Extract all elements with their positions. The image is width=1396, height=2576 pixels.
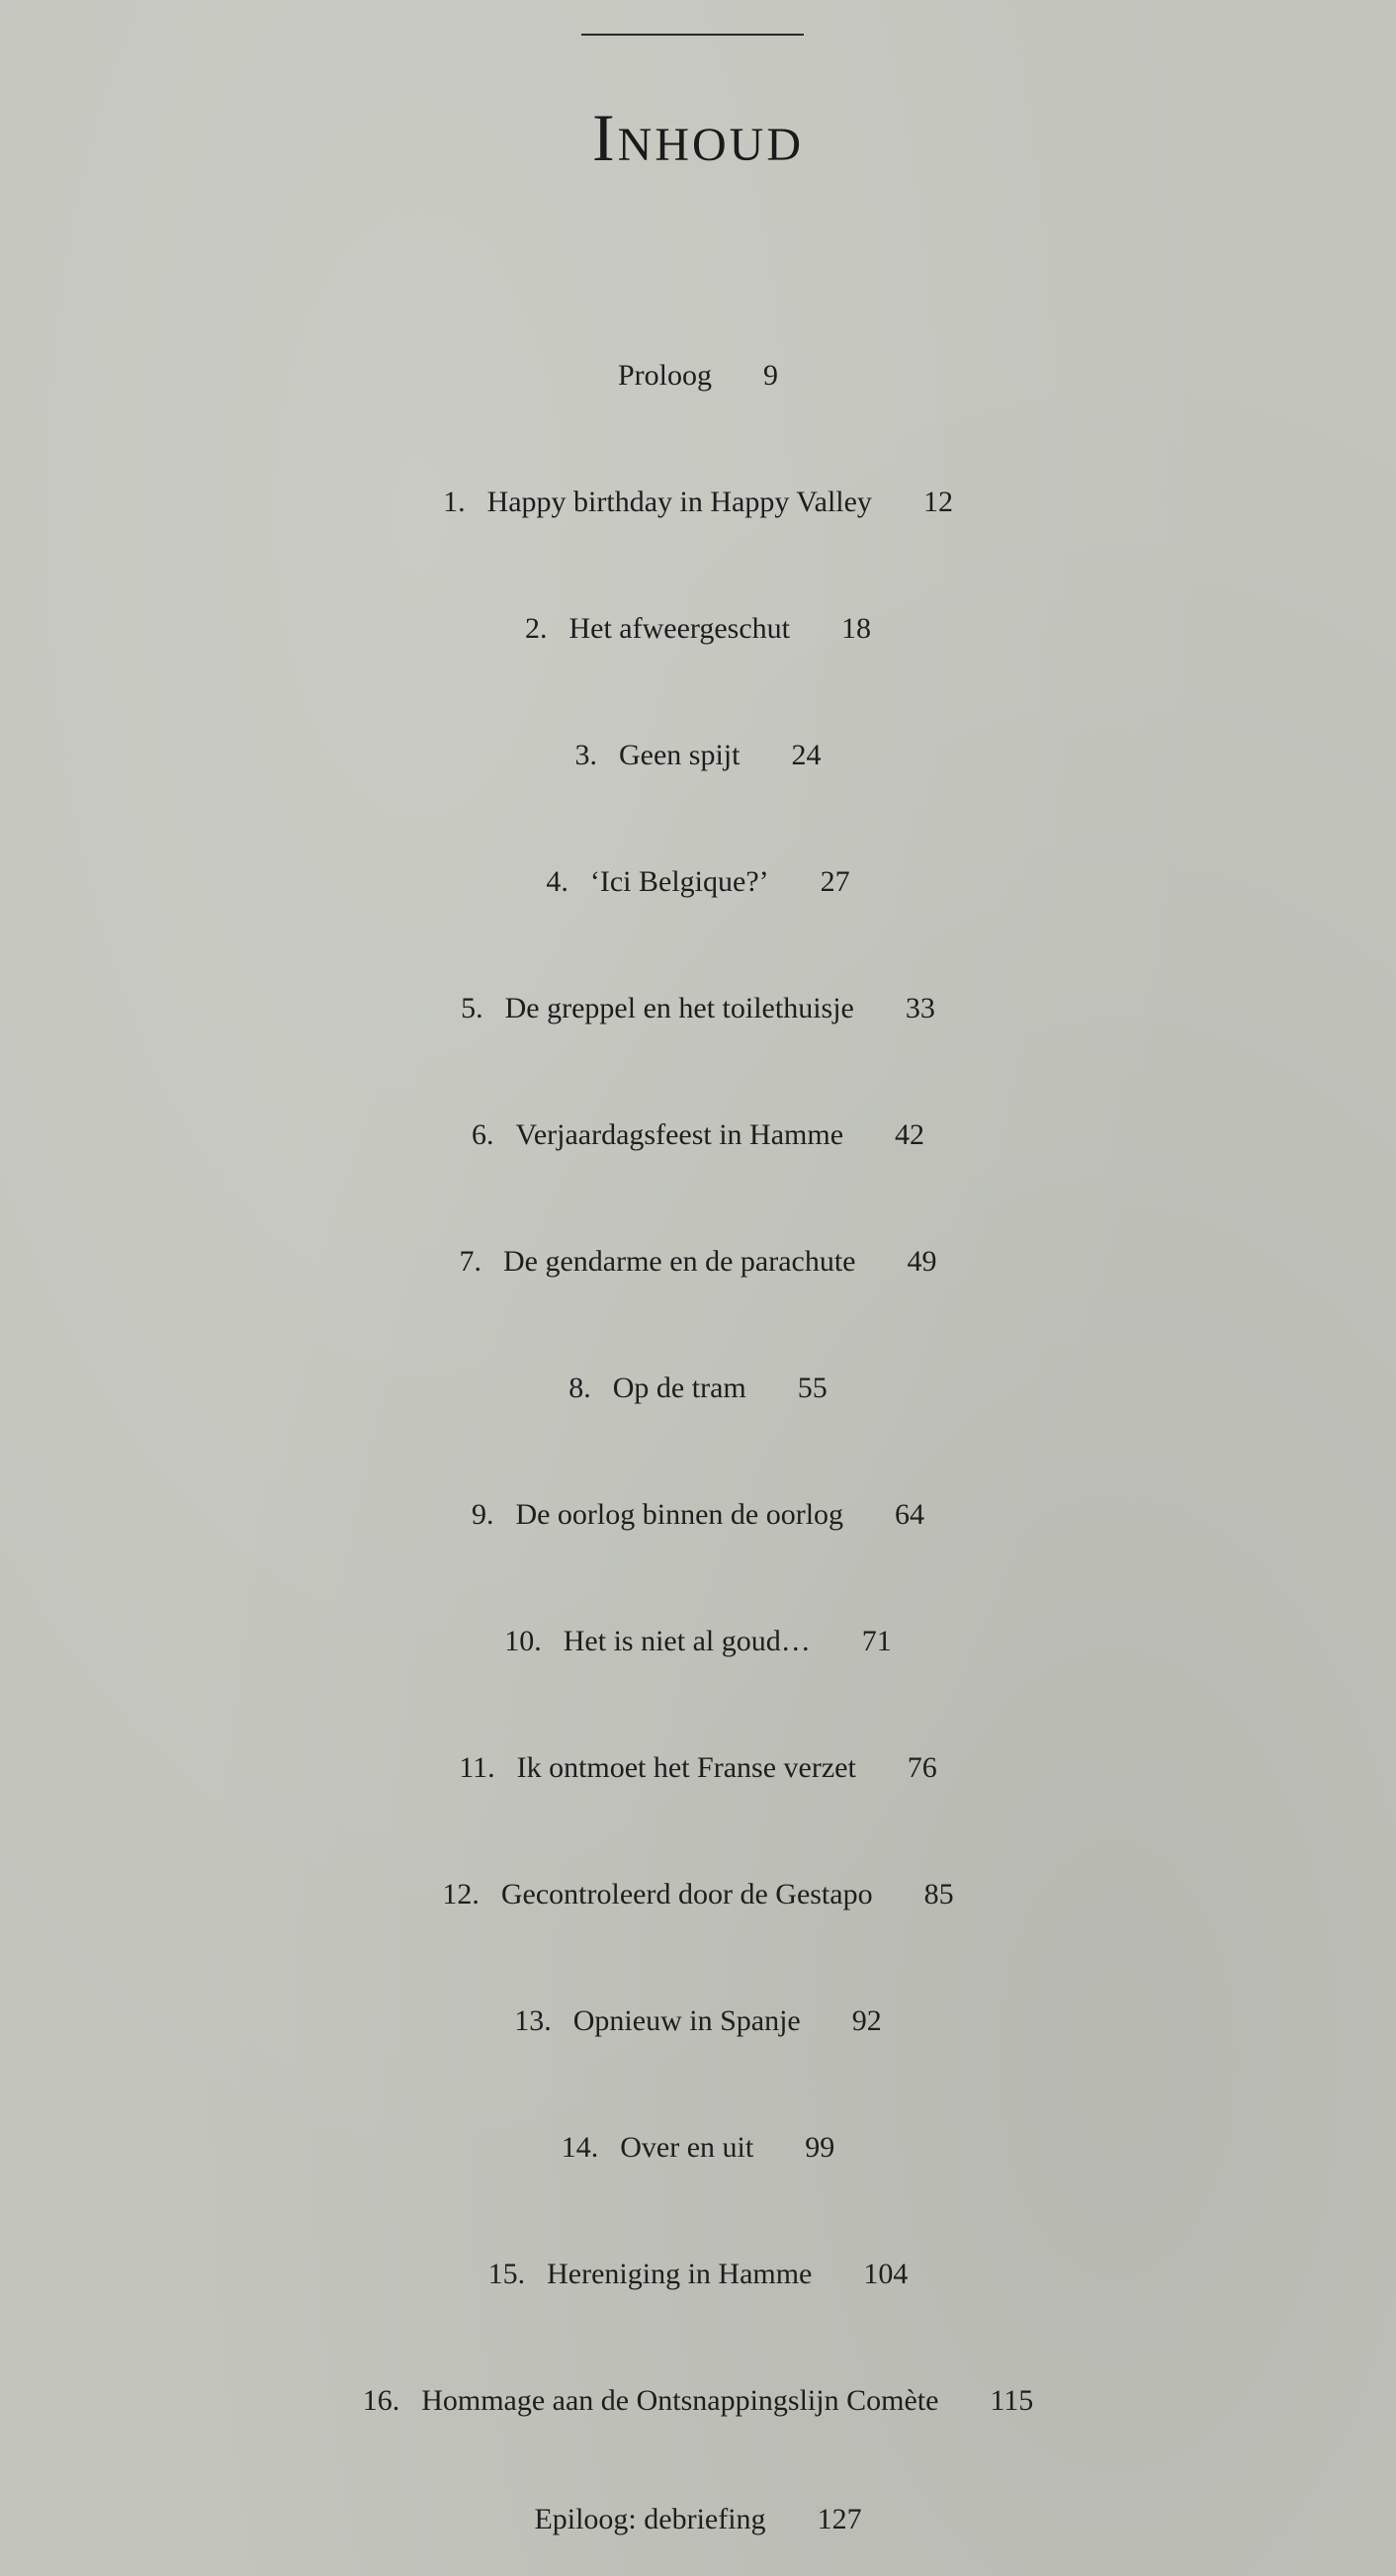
toc-entry-2 [0,597,1396,661]
entry-page-number: 71 [861,1625,892,1657]
entry-page-number: 92 [851,2004,882,2037]
toc-entry-7 [0,1230,1396,1293]
toc-entry-9 [0,1483,1396,1547]
toc-entry-16 [0,2369,1396,2433]
entry-number: 1. [443,486,466,518]
entry-number: 12. [442,1878,480,1910]
entry-number: 7. [459,1245,481,1278]
entry-number: 2. [524,612,548,645]
entry-label: Gecontroleerd door de Gestapo [500,1878,873,1910]
entry-page-number: 104 [863,2258,909,2290]
top-rule [581,34,804,36]
toc-entry-3 [0,724,1396,787]
entry-number: 15. [487,2258,526,2290]
entry-page-number: 24 [791,739,822,771]
entry-number: 4. [546,865,568,898]
entry-page-number: 127 [817,2503,862,2535]
entry-number: 11. [459,1751,495,1784]
toc-entry-5 [0,977,1396,1040]
entry-label: De greppel en het toilethuisje [504,992,854,1024]
entry-label: Epiloog: debriefing [534,2503,766,2535]
entry-label: Verjaardagsfeest in Hamme [515,1118,844,1151]
entry-number: 5. [461,992,483,1024]
entry-label: Op de tram [612,1372,746,1404]
entry-label: Happy birthday in Happy Valley [486,486,872,518]
entry-label: De oorlog binnen de oorlog [515,1498,844,1531]
entry-page-number: 18 [841,612,871,645]
entry-number: 13. [514,2004,552,2037]
entry-label: Het afweergeschut [568,612,790,645]
entry-label: Hereniging in Hamme [547,2258,813,2290]
entry-page-number: 49 [907,1245,937,1278]
toc-entry-12 [0,1863,1396,1926]
toc-entry-epilogue [0,2488,1396,2551]
entry-page-number: 9 [763,359,778,392]
entry-label: Hommage aan de Ontsnappingslijn Comète [421,2384,939,2417]
toc-entry-15 [0,2243,1396,2306]
toc-entry-1 [0,471,1396,534]
entry-label: Proloog [617,359,712,392]
page-title: Inhoud [592,100,804,175]
entry-number: 9. [471,1498,494,1531]
entry-page-number: 55 [797,1372,828,1404]
entry-page-number: 115 [990,2384,1034,2417]
toc-entry-prologue [0,344,1396,407]
entry-page-number: 85 [923,1878,954,1910]
toc-entry-8 [0,1357,1396,1420]
entry-number: 16. [362,2384,400,2417]
entry-label: Opnieuw in Spanje [572,2004,801,2037]
entry-label: Geen spijt [619,739,741,771]
toc-entry-13 [0,1990,1396,2053]
toc-entry-11 [0,1736,1396,1800]
entry-page-number: 99 [805,2131,835,2164]
entry-number: 6. [471,1118,494,1151]
entry-page-number: 42 [895,1118,925,1151]
toc-entry-14 [0,2116,1396,2179]
entry-number: 10. [504,1625,542,1657]
entry-number: 3. [574,739,597,771]
entry-number: 14. [561,2131,599,2164]
entry-number: 8. [568,1372,591,1404]
entry-label: ‘Ici Belgique?’ [589,865,769,898]
toc-entry-6 [0,1104,1396,1167]
entry-label: Over en uit [620,2131,754,2164]
entry-page-number: 76 [907,1751,937,1784]
entry-page-number: 12 [922,486,953,518]
entry-label: Ik ontmoet het Franse verzet [516,1751,856,1784]
entry-label: De gendarme en de parachute [503,1245,856,1278]
entry-page-number: 33 [905,992,935,1024]
entry-page-number: 27 [820,865,850,898]
toc-entry-10 [0,1610,1396,1673]
entry-page-number: 64 [895,1498,925,1531]
toc-entry-4 [0,850,1396,914]
entry-label: Het is niet al goud… [563,1625,811,1657]
